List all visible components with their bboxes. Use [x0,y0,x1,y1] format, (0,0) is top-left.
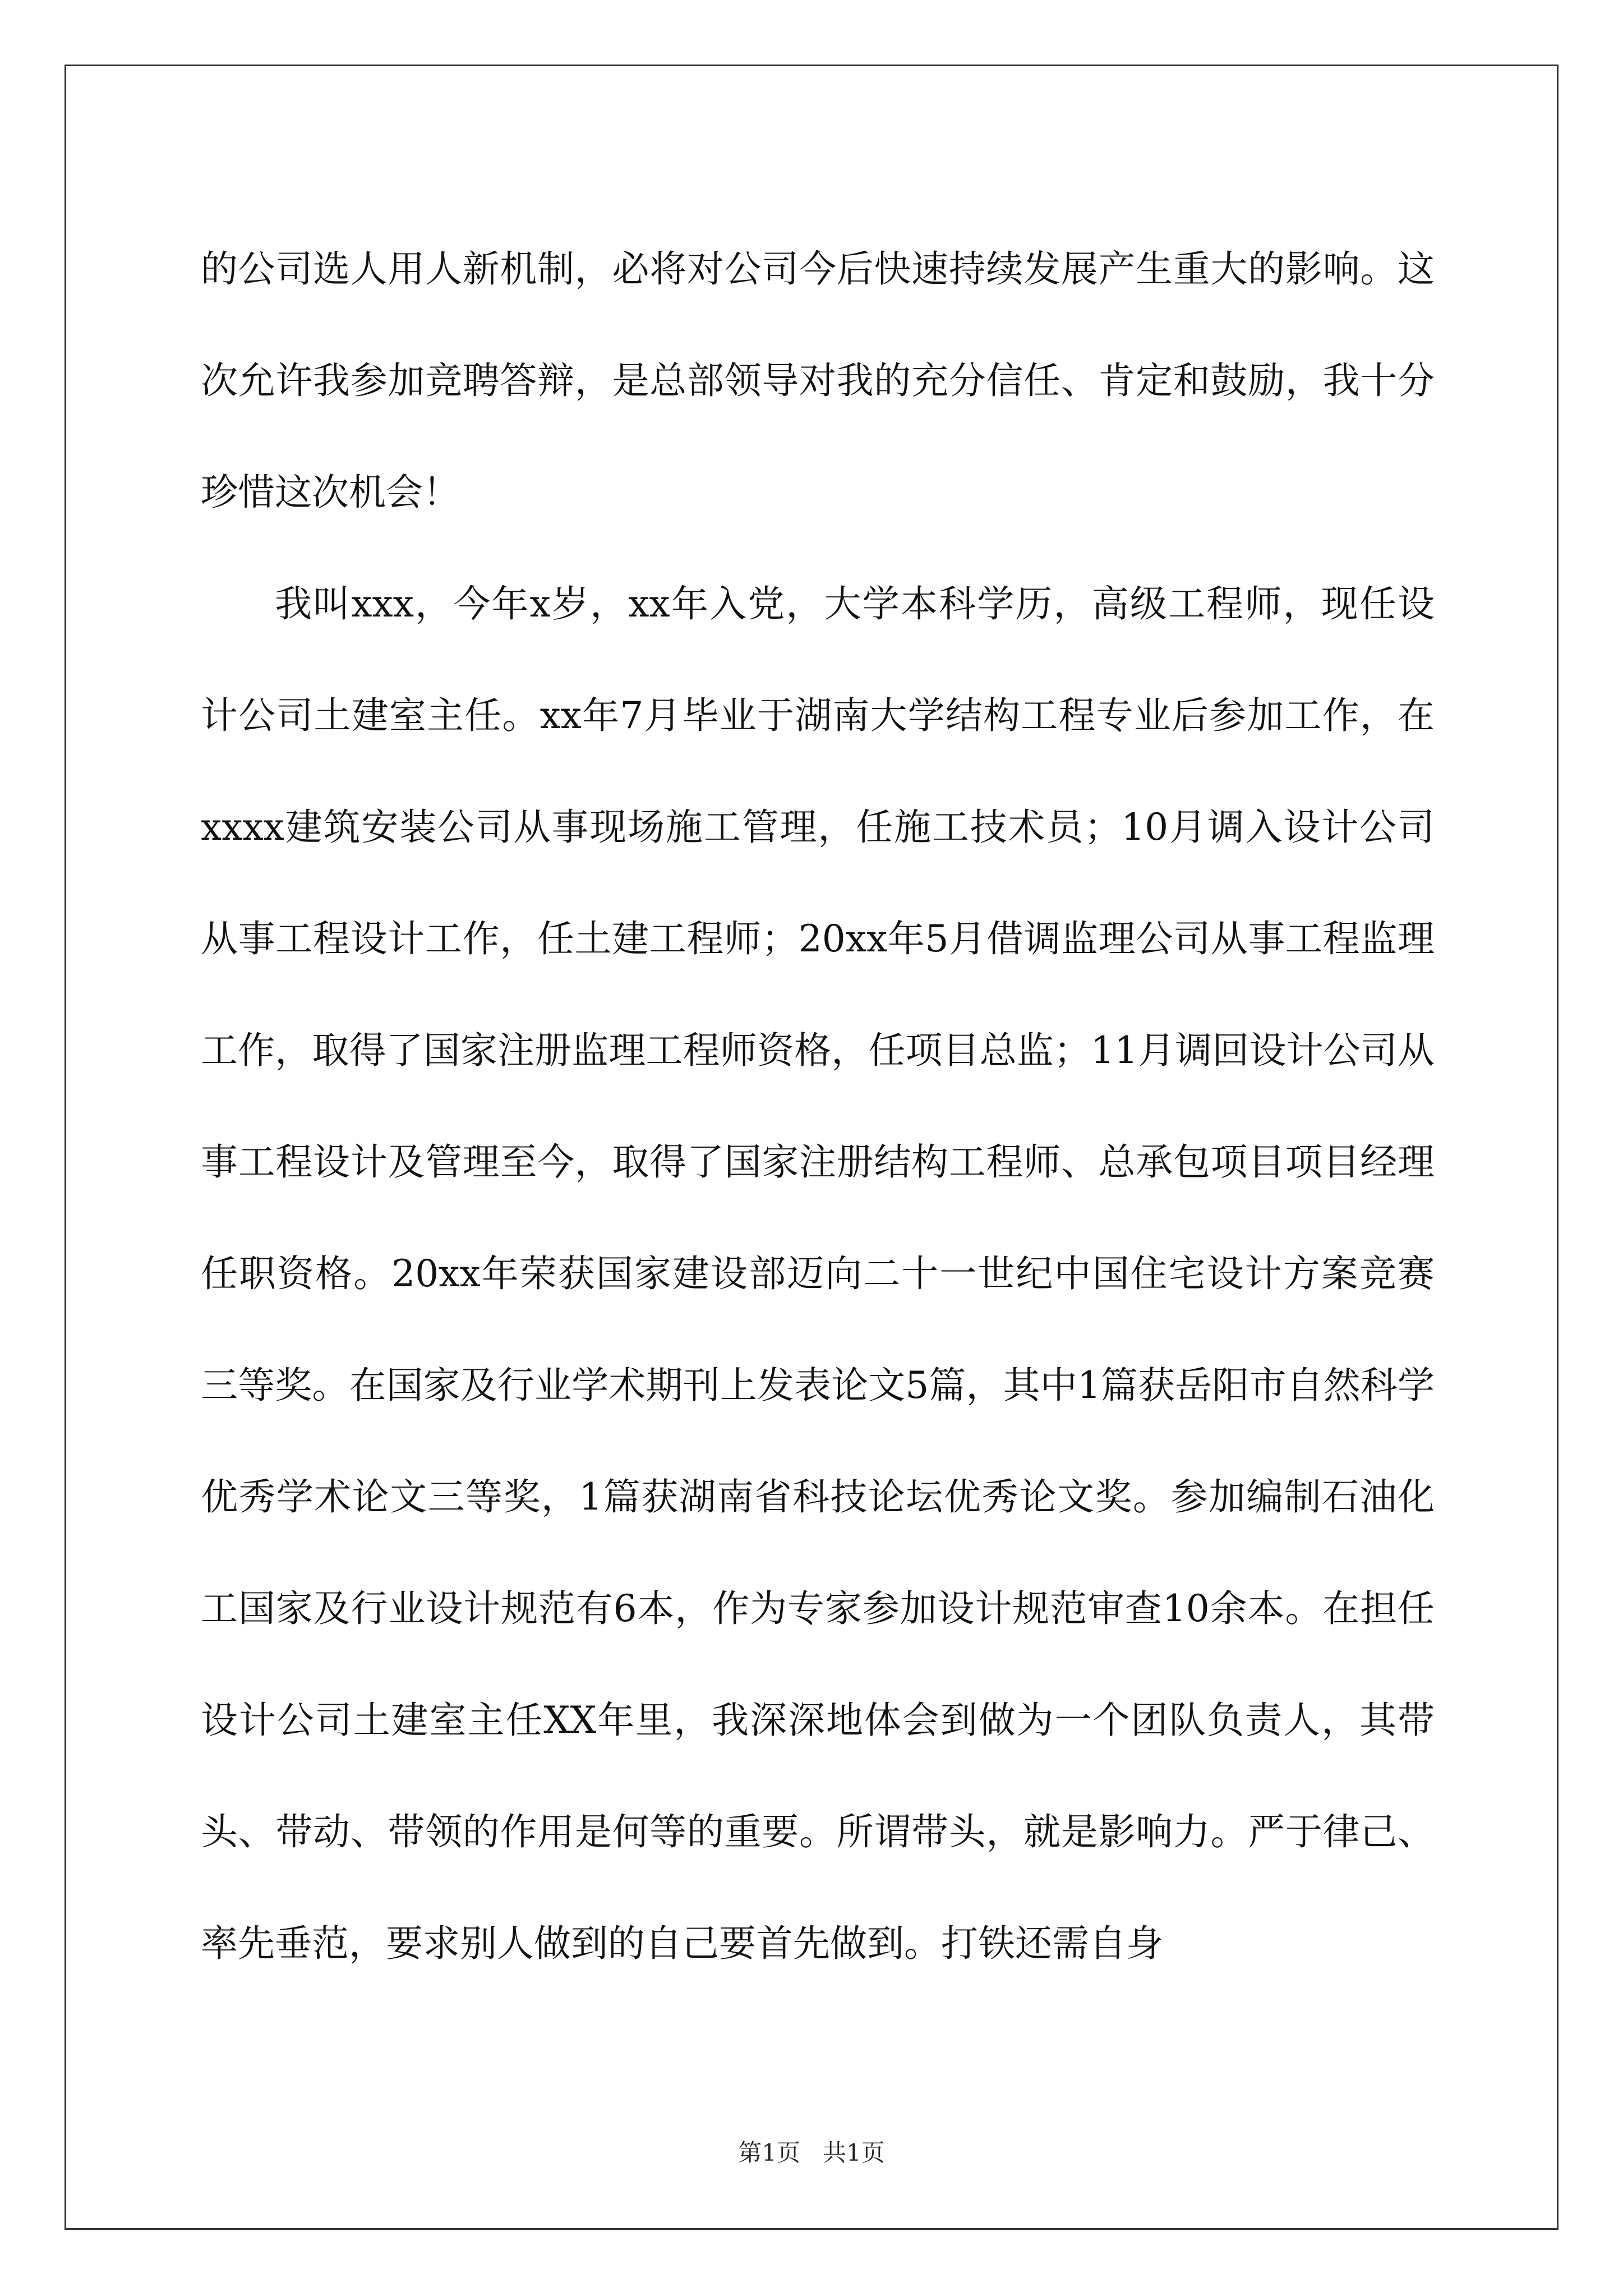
paragraph-2: 我叫xxx，今年x岁，xx年入党，大学本科学历，高级工程师，现任设计公司土建室主任。xx年7月毕业于湖南大学结构工程专业后参加工作，在xxxx建筑安装公司从事现场施工管理，任施工技术员；10月调入设计公司从事工程设计工作，任土建工程师；20xx年5月借调监理公司从事工程监理工作，取得了国家注册监理工程师资格，任项目总监；11月调回设计公司从事工程设计及管理至今，取得了国家注册结构工程师、总承包项目项目经理任职资格。20xx年荣获国家建设部迈向二十一世纪中国住宅设计方案竞赛三等奖。在国家及行业学术期刊上发表论文5篇，其中1篇获岳阳市自然科学优秀学术论文三等奖，1篇获湖南省科技论坛优秀论文奖。参加编制石油化工国家及行业设计规范有6本，作为专家参加设计规范审查10余本。在担任设计公司土建室主任XX年里，我深深地体会到做为一个团队负责人，其带头、带动、带领的作用是何等的重要。所谓带头，就是影响力。严于律己、率先垂范，要求别人做到的自己要首先做到。打铁还需自身 [201,582,1435,1965]
page-number-footer: 第1页 共1页 [738,2139,885,2166]
document-body [201,213,1435,1999]
paragraph-1: 的公司选人用人新机制，必将对公司今后快速持续发展产生重大的影响。这次允许我参加竞聘答辩，是总部领导对我的充分信任、肯定和鼓励，我十分珍惜这次机会！ [201,247,1435,514]
